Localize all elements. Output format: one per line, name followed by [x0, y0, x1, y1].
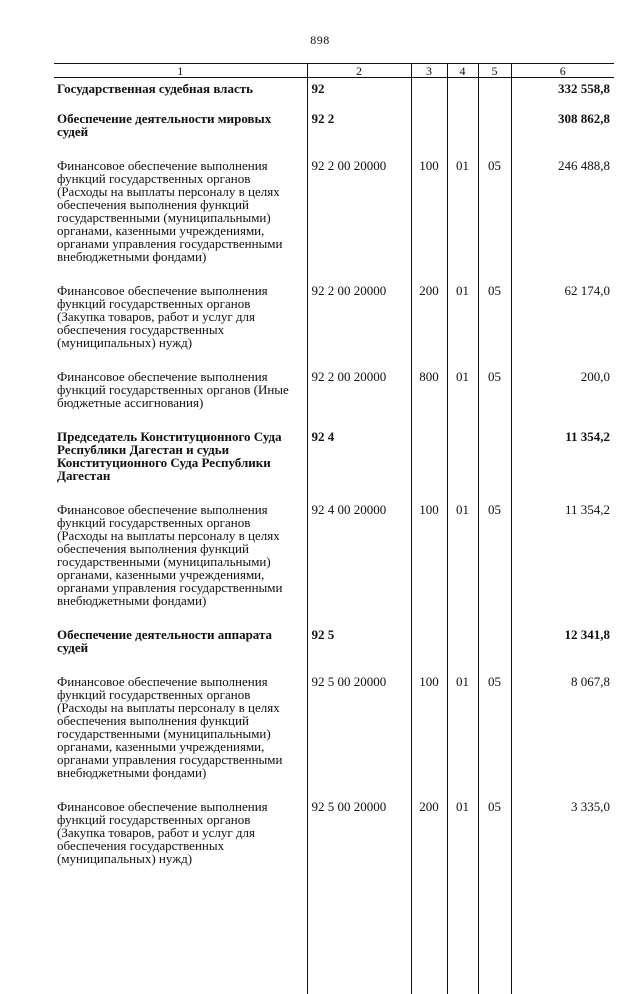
row-col-3: 200: [411, 797, 447, 883]
row-amount: 8 067,8: [511, 672, 614, 797]
row-name: Финансовое обеспечение выполнения функций государственных органов (Расходы на выплаты персоналу в целях обеспечения выполнения функций государственными (муниципальными) органами, казенными учреждениями, органами управления государственными внебюджетными фондами): [54, 672, 307, 797]
row-name: Финансовое обеспечение выполнения функций государственных органов (Закупка товаров, работ и услуг для обеспечения государственных (муниципальных) нужд): [54, 797, 307, 883]
row-col-4: 01: [447, 797, 478, 883]
row-col-4: [447, 427, 478, 500]
row-code: 92 4: [307, 427, 411, 500]
row-col-5: 05: [478, 367, 511, 427]
row-amount: 200,0: [511, 367, 614, 427]
row-col-3: 800: [411, 367, 447, 427]
table-row: [54, 500, 614, 625]
row-code: 92 2 00 20000: [307, 367, 411, 427]
empty-cell: [54, 883, 307, 994]
row-name: Обеспечение деятельности мировых судей: [54, 109, 307, 156]
row-col-3: [411, 427, 447, 500]
row-col-5: 05: [478, 797, 511, 883]
row-col-4: 01: [447, 367, 478, 427]
row-amount: 62 174,0: [511, 281, 614, 367]
row-name: Финансовое обеспечение выполнения функций государственных органов (Расходы на выплаты персоналу в целях обеспечения выполнения функций государственными (муниципальными) органами, казенными учреждениями, органами управления государственными внебюджетными фондами): [54, 156, 307, 281]
empty-cell: [447, 883, 478, 994]
row-col-3: 100: [411, 672, 447, 797]
row-col-4: 01: [447, 156, 478, 281]
row-name: Председатель Конституционного Суда Республики Дагестан и судьи Конституционного Суда Республики Дагестан: [54, 427, 307, 500]
row-col-3: 100: [411, 500, 447, 625]
column-header-6: 6: [511, 64, 614, 78]
empty-cell: [478, 883, 511, 994]
row-col-5: [478, 427, 511, 500]
row-col-3: 200: [411, 281, 447, 367]
row-name: Обеспечение деятельности аппарата судей: [54, 625, 307, 672]
row-col-5: [478, 78, 511, 110]
row-name: Финансовое обеспечение выполнения функций государственных органов (Иные бюджетные ассигнования): [54, 367, 307, 427]
budget-table: [54, 63, 614, 994]
row-col-5: [478, 109, 511, 156]
row-col-3: [411, 625, 447, 672]
table-row: [54, 367, 614, 427]
row-amount: 332 558,8: [511, 78, 614, 110]
row-col-4: [447, 78, 478, 110]
table-header: [54, 64, 614, 78]
row-col-5: 05: [478, 281, 511, 367]
table-body: [54, 78, 614, 994]
row-col-4: 01: [447, 281, 478, 367]
row-col-4: [447, 109, 478, 156]
table-row: [54, 427, 614, 500]
row-code: 92 2 00 20000: [307, 281, 411, 367]
row-code: 92 5 00 20000: [307, 797, 411, 883]
header-row: [54, 64, 614, 78]
row-name: Финансовое обеспечение выполнения функций государственных органов (Закупка товаров, работ и услуг для обеспечения государственных (муниципальных) нужд): [54, 281, 307, 367]
row-name: Финансовое обеспечение выполнения функций государственных органов (Расходы на выплаты персоналу в целях обеспечения выполнения функций государственными (муниципальными) органами, казенными учреждениями, органами управления государственными внебюджетными фондами): [54, 500, 307, 625]
row-col-3: [411, 109, 447, 156]
row-amount: 308 862,8: [511, 109, 614, 156]
row-col-5: 05: [478, 156, 511, 281]
row-col-5: 05: [478, 500, 511, 625]
row-name: Государственная судебная власть: [54, 78, 307, 110]
row-col-4: [447, 625, 478, 672]
table-row: [54, 625, 614, 672]
empty-cell: [511, 883, 614, 994]
row-code: 92 2 00 20000: [307, 156, 411, 281]
column-header-4: 4: [447, 64, 478, 78]
table-row: [54, 797, 614, 883]
table-continuation: [54, 883, 614, 994]
column-header-2: 2: [307, 64, 411, 78]
row-amount: 12 341,8: [511, 625, 614, 672]
row-col-4: 01: [447, 500, 478, 625]
column-header-3: 3: [411, 64, 447, 78]
table-row: [54, 78, 614, 110]
row-code: 92 2: [307, 109, 411, 156]
table-row: [54, 672, 614, 797]
row-amount: 246 488,8: [511, 156, 614, 281]
row-col-5: [478, 625, 511, 672]
table-row: [54, 281, 614, 367]
row-col-5: 05: [478, 672, 511, 797]
empty-cell: [307, 883, 411, 994]
row-amount: 11 354,2: [511, 427, 614, 500]
row-code: 92: [307, 78, 411, 110]
row-col-4: 01: [447, 672, 478, 797]
column-header-1: 1: [54, 64, 307, 78]
column-header-5: 5: [478, 64, 511, 78]
row-amount: 3 335,0: [511, 797, 614, 883]
row-col-3: [411, 78, 447, 110]
table-row: [54, 109, 614, 156]
table-row: [54, 156, 614, 281]
page-number: 898: [0, 33, 640, 48]
row-col-3: 100: [411, 156, 447, 281]
row-code: 92 4 00 20000: [307, 500, 411, 625]
row-amount: 11 354,2: [511, 500, 614, 625]
row-code: 92 5 00 20000: [307, 672, 411, 797]
row-code: 92 5: [307, 625, 411, 672]
empty-cell: [411, 883, 447, 994]
